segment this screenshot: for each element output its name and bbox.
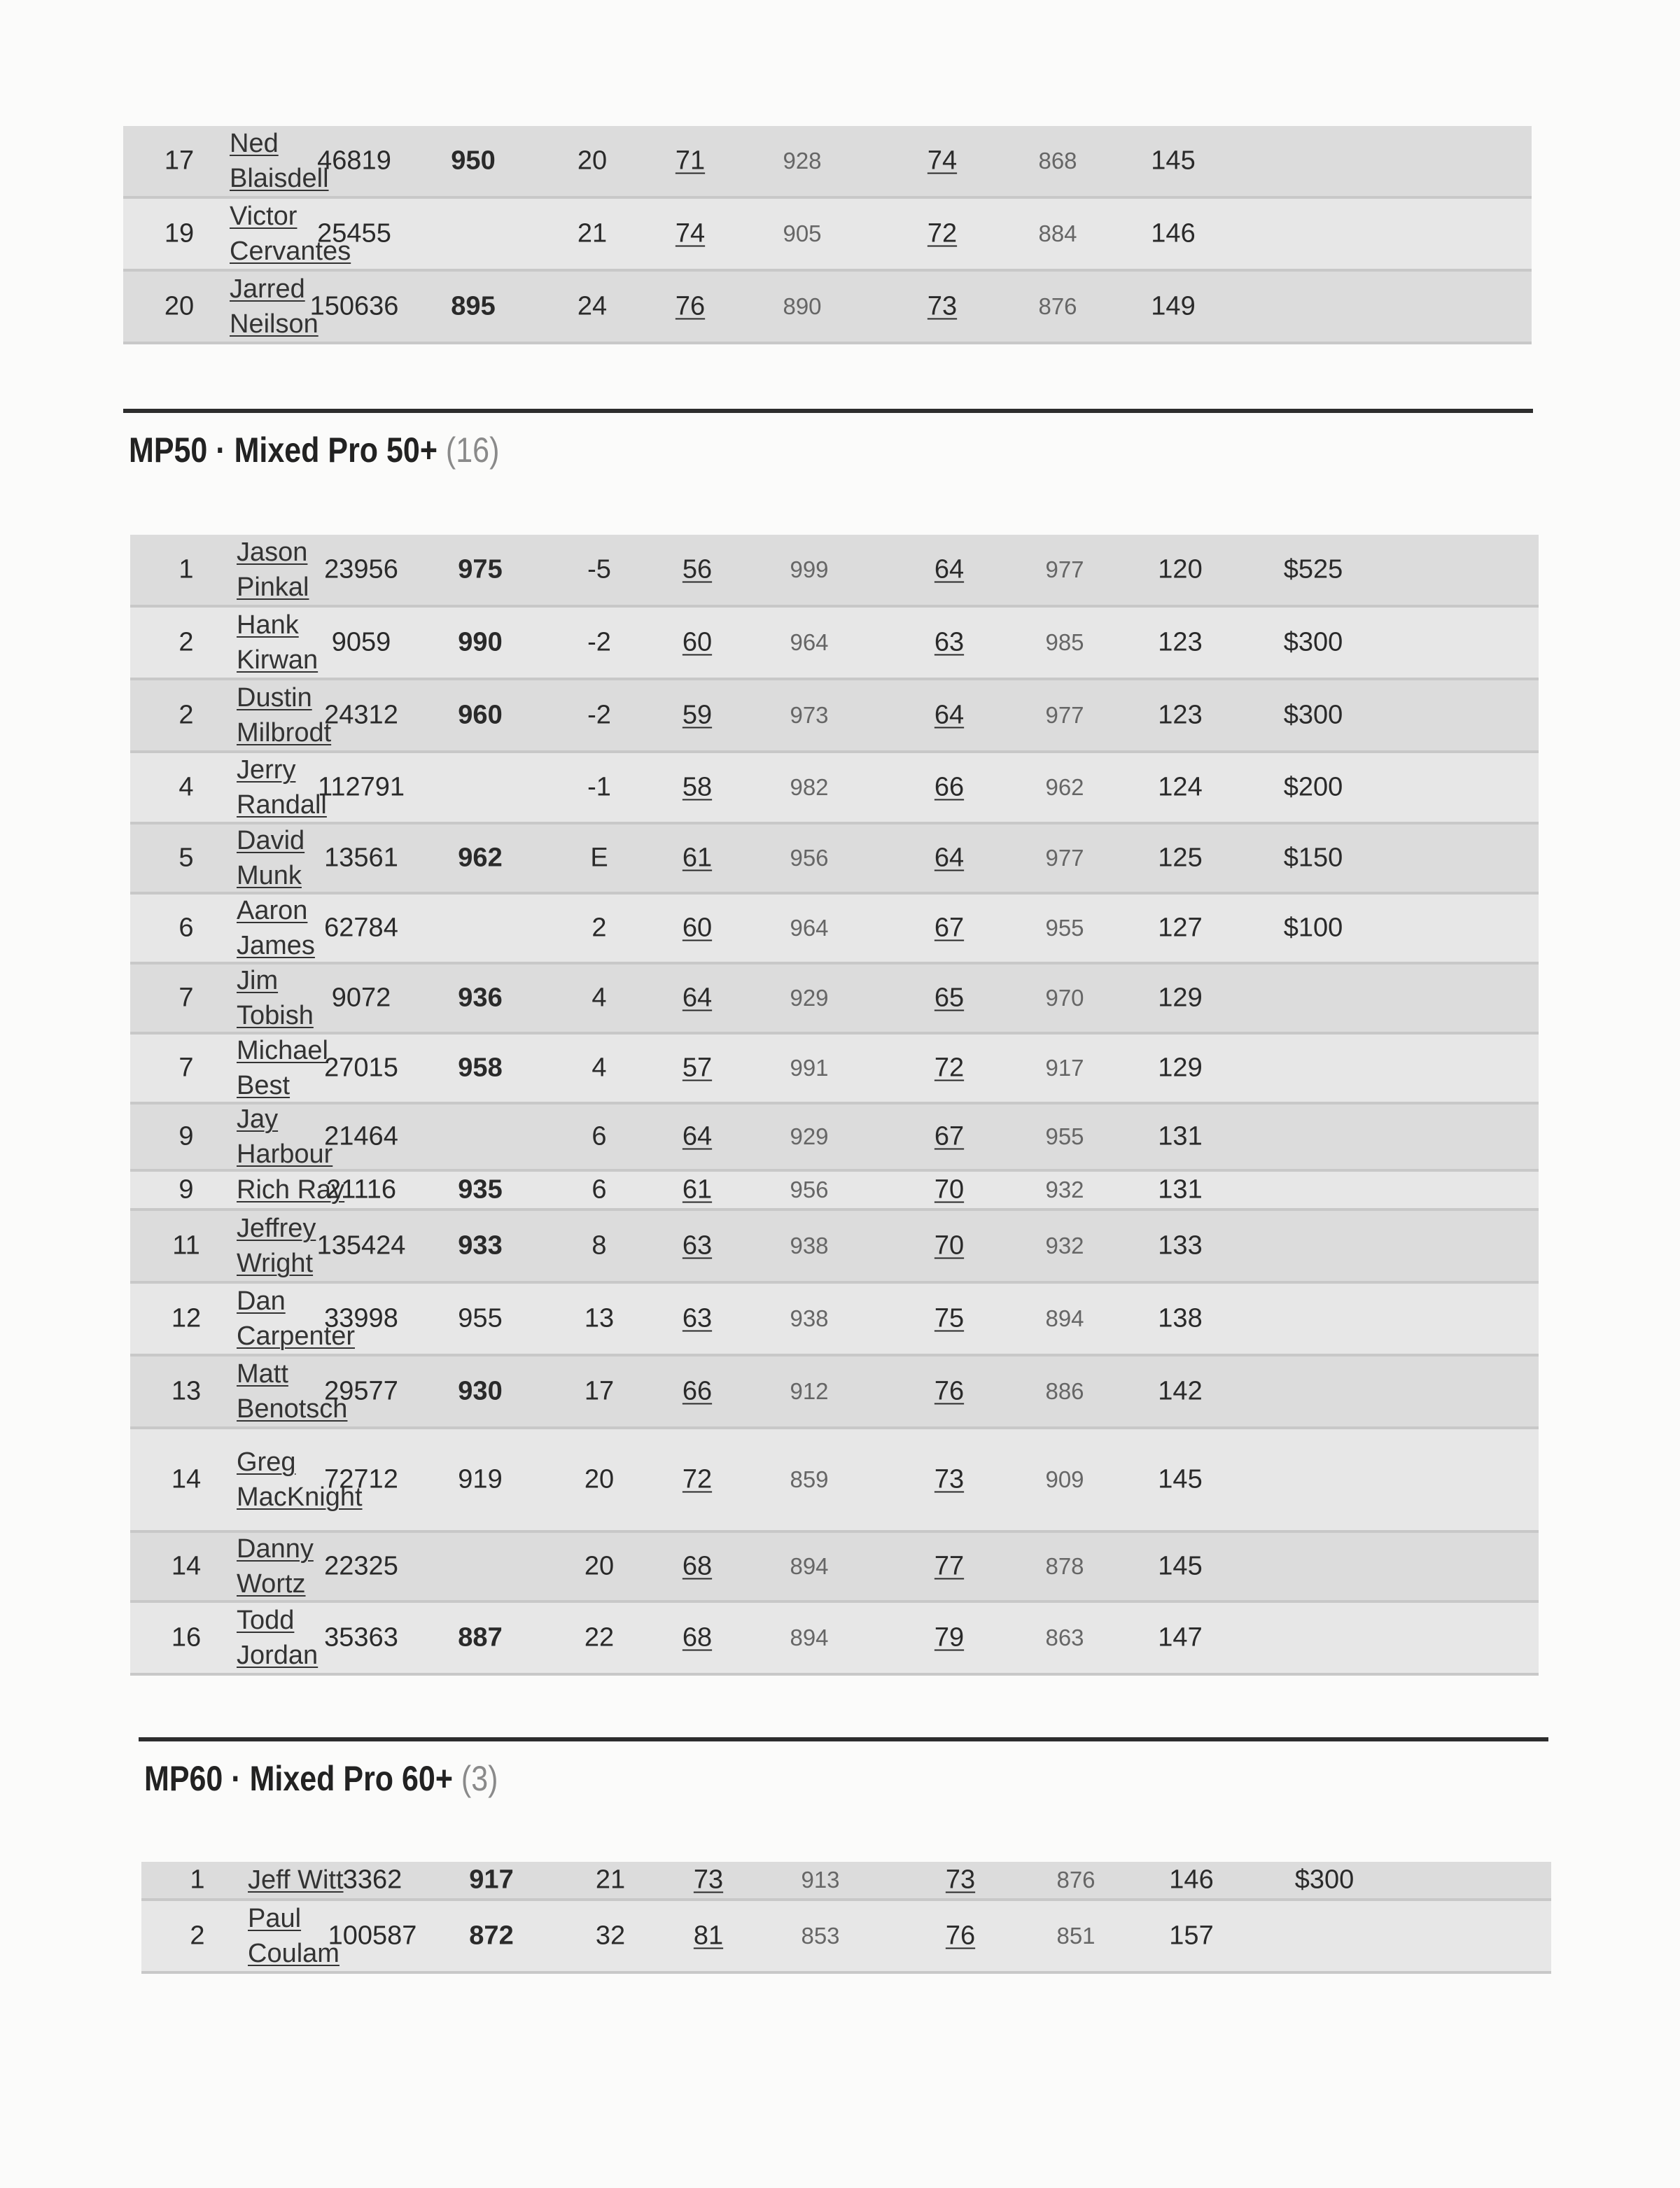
place: 2 [178, 627, 194, 657]
player-name-link[interactable]: Matt Benotsch [237, 1359, 348, 1424]
round-2-rating: 876 [1056, 1867, 1096, 1893]
player-name-link[interactable]: Jarred Neilson [230, 274, 318, 339]
player-name-link[interactable]: Jay Harbour [237, 1104, 333, 1169]
pdga-number: 25455 [317, 218, 391, 248]
par-score: -2 [587, 627, 611, 657]
total-score: 145 [1158, 1551, 1203, 1581]
player-rating: 930 [458, 1376, 503, 1406]
round-1-rating: 894 [790, 1553, 829, 1579]
total-score: 131 [1158, 1174, 1203, 1205]
player-rating: 933 [458, 1230, 503, 1261]
par-score: 32 [595, 1921, 626, 1951]
round-1-rating: 956 [790, 845, 829, 871]
round-2-rating: 863 [1045, 1625, 1084, 1650]
round-1-score-link[interactable]: 68 [682, 1551, 713, 1581]
round-1-score-link[interactable]: 73 [693, 1865, 724, 1895]
prize: $300 [1294, 1865, 1354, 1895]
total-score: 120 [1158, 554, 1203, 584]
round-2-rating: 932 [1045, 1177, 1084, 1202]
total-score: 123 [1158, 700, 1203, 730]
round-2-rating: 977 [1045, 556, 1084, 582]
player-name-link[interactable]: Todd Jordan [237, 1606, 318, 1670]
round-1-score-link[interactable]: 59 [682, 700, 713, 730]
total-score: 124 [1158, 772, 1203, 802]
round-2-score-link[interactable]: 65 [934, 983, 965, 1013]
player-name-link[interactable]: David Munk [237, 826, 305, 890]
pdga-number: 9059 [331, 627, 391, 657]
round-1-score-link[interactable]: 57 [682, 1053, 713, 1083]
prize: $150 [1283, 843, 1343, 873]
place: 4 [178, 772, 194, 802]
round-1-rating: 929 [790, 1123, 829, 1149]
par-score: 6 [592, 1174, 607, 1205]
division-count: (16) [445, 430, 500, 470]
pdga-number: 22325 [324, 1551, 398, 1581]
round-1-rating: 905 [783, 220, 822, 246]
mp50-results-table [130, 535, 1539, 1676]
place: 1 [178, 554, 194, 584]
pdga-number: 112791 [318, 772, 405, 802]
round-1-score-link[interactable]: 68 [682, 1622, 713, 1653]
total-score: 129 [1158, 1053, 1203, 1083]
prize: $300 [1283, 700, 1343, 730]
round-1-score-link[interactable]: 81 [693, 1921, 724, 1951]
player-name-link[interactable]: Jeff Witt [248, 1865, 344, 1895]
round-2-rating: 962 [1045, 774, 1084, 800]
place: 7 [178, 983, 194, 1013]
round-1-rating: 894 [790, 1625, 829, 1650]
table-row [130, 965, 1539, 1035]
total-score: 146 [1151, 218, 1196, 248]
pdga-number: 100587 [328, 1921, 417, 1951]
round-1-rating: 853 [801, 1923, 840, 1949]
player-rating: 919 [458, 1464, 503, 1494]
round-1-rating: 964 [790, 629, 829, 655]
place: 6 [178, 913, 194, 943]
round-2-rating: 970 [1045, 985, 1084, 1011]
table-row [130, 1104, 1539, 1172]
player-name-link[interactable]: Ned Blaisdell [230, 129, 329, 193]
player-name-link[interactable]: Dan Carpenter [237, 1286, 355, 1351]
table-row [130, 608, 1539, 680]
player-rating: 955 [458, 1303, 503, 1333]
round-2-rating: 878 [1045, 1553, 1084, 1579]
player-rating: 960 [458, 700, 503, 730]
player-name-link[interactable]: Victor Cervantes [230, 202, 351, 266]
table-row [130, 1603, 1539, 1676]
total-score: 157 [1169, 1921, 1214, 1951]
section-divider [139, 1737, 1548, 1741]
par-score: 13 [584, 1303, 615, 1333]
round-1-score-link[interactable]: 64 [682, 983, 713, 1013]
pdga-number: 21464 [324, 1121, 398, 1151]
par-score: 4 [592, 1053, 607, 1083]
mp60-results-table [141, 1862, 1551, 1974]
section-divider [123, 409, 1533, 413]
round-2-score-link[interactable]: 76 [934, 1376, 965, 1406]
par-score: 21 [577, 218, 608, 248]
player-name-link[interactable]: Jim Tobish [237, 966, 314, 1030]
place: 14 [171, 1551, 202, 1581]
place: 17 [164, 146, 195, 176]
table-row [130, 825, 1539, 895]
round-2-score-link[interactable]: 72 [934, 1053, 965, 1083]
par-score: 20 [577, 146, 608, 176]
round-2-score-link[interactable]: 75 [934, 1303, 965, 1333]
total-score: 138 [1158, 1303, 1203, 1333]
place: 1 [190, 1865, 205, 1895]
table-row [130, 1284, 1539, 1356]
pdga-number: 23956 [324, 554, 398, 584]
round-1-rating: 929 [790, 985, 829, 1011]
place: 2 [178, 700, 194, 730]
player-rating: 936 [458, 983, 503, 1013]
table-row [123, 272, 1532, 344]
place: 12 [171, 1303, 202, 1333]
division-count: (3) [461, 1759, 498, 1798]
player-rating: 935 [458, 1174, 503, 1205]
prize: $200 [1283, 772, 1343, 802]
round-2-score-link[interactable]: 74 [927, 146, 958, 176]
round-2-rating: 876 [1038, 293, 1077, 319]
table-row [130, 1035, 1539, 1104]
pdga-number: 29577 [324, 1376, 398, 1406]
player-rating: 895 [451, 291, 496, 321]
pdga-number: 3362 [342, 1865, 402, 1895]
pdga-number: 72712 [324, 1464, 398, 1494]
par-score: 22 [584, 1622, 615, 1653]
par-score: 20 [584, 1551, 615, 1581]
table-row [130, 1533, 1539, 1603]
table-row [141, 1901, 1551, 1974]
round-2-score-link[interactable]: 76 [945, 1921, 976, 1951]
place: 11 [172, 1230, 200, 1261]
player-name-link[interactable]: Jason Pinkal [237, 538, 309, 602]
pdga-number: 35363 [324, 1622, 398, 1653]
total-score: 149 [1151, 291, 1196, 321]
par-score: E [590, 843, 608, 873]
place: 9 [178, 1121, 194, 1151]
round-2-rating: 851 [1056, 1923, 1096, 1949]
player-name-link[interactable]: Dustin Milbrodt [237, 683, 332, 748]
player-rating: 958 [458, 1053, 503, 1083]
round-1-score-link[interactable]: 76 [675, 291, 706, 321]
total-score: 146 [1169, 1865, 1214, 1895]
pdga-number: 13561 [324, 843, 398, 873]
round-1-score-link[interactable]: 58 [682, 772, 713, 802]
par-score: 4 [592, 983, 607, 1013]
par-score: 24 [577, 291, 608, 321]
place: 13 [171, 1376, 202, 1406]
round-2-rating: 985 [1045, 629, 1084, 655]
round-1-rating: 991 [790, 1055, 829, 1081]
round-2-rating: 955 [1045, 915, 1084, 941]
round-2-rating: 917 [1045, 1055, 1084, 1081]
table-row [123, 199, 1532, 272]
round-1-score-link[interactable]: 63 [682, 1303, 713, 1333]
player-rating: 975 [458, 554, 503, 584]
round-2-rating: 868 [1038, 148, 1077, 174]
pdga-number: 9072 [331, 983, 391, 1013]
par-score: 8 [592, 1230, 607, 1261]
round-2-rating: 977 [1045, 702, 1084, 728]
player-rating: 962 [458, 843, 503, 873]
round-1-rating: 938 [790, 1305, 829, 1331]
round-1-rating: 912 [790, 1378, 829, 1404]
player-name-link[interactable]: Danny Wortz [237, 1534, 314, 1599]
player-name-link[interactable]: Greg MacKnight [237, 1447, 363, 1512]
round-1-rating: 964 [790, 915, 829, 941]
round-2-rating: 909 [1045, 1466, 1084, 1492]
round-1-rating: 913 [801, 1867, 840, 1893]
place: 14 [171, 1464, 202, 1494]
round-2-score-link[interactable]: 73 [934, 1464, 965, 1494]
total-score: 145 [1151, 146, 1196, 176]
place: 2 [190, 1921, 205, 1951]
top-results-table [123, 126, 1532, 344]
round-1-rating: 859 [790, 1466, 829, 1492]
total-score: 127 [1158, 913, 1203, 943]
player-rating: 950 [451, 146, 496, 176]
round-2-rating: 886 [1045, 1378, 1084, 1404]
round-2-score-link[interactable]: 73 [927, 291, 958, 321]
table-row [130, 680, 1539, 753]
round-1-rating: 890 [783, 293, 822, 319]
round-1-rating: 956 [790, 1177, 829, 1202]
round-1-score-link[interactable]: 74 [675, 218, 706, 248]
total-score: 129 [1158, 983, 1203, 1013]
round-2-score-link[interactable]: 64 [934, 843, 965, 873]
place: 16 [171, 1622, 202, 1653]
pdga-number: 62784 [324, 913, 398, 943]
player-rating: 917 [469, 1865, 514, 1895]
round-1-score-link[interactable]: 61 [682, 843, 713, 873]
table-row [130, 1429, 1539, 1533]
par-score: 20 [584, 1464, 615, 1494]
round-2-score-link[interactable]: 63 [934, 627, 965, 657]
round-1-rating: 982 [790, 774, 829, 800]
round-1-score-link[interactable]: 64 [682, 1121, 713, 1151]
player-name-link[interactable]: Hank Kirwan [237, 610, 318, 675]
round-2-score-link[interactable]: 66 [934, 772, 965, 802]
round-1-score-link[interactable]: 66 [682, 1376, 713, 1406]
round-2-rating: 955 [1045, 1123, 1084, 1149]
round-2-score-link[interactable]: 64 [934, 700, 965, 730]
prize: $300 [1283, 627, 1343, 657]
table-row [141, 1862, 1551, 1901]
par-score: -5 [587, 554, 611, 584]
pdga-number: 46819 [317, 146, 391, 176]
pdga-number: 33998 [324, 1303, 398, 1333]
table-row [130, 753, 1539, 825]
pdga-number: 21116 [326, 1174, 397, 1205]
round-2-score-link[interactable]: 70 [934, 1230, 965, 1261]
player-name-link[interactable]: Paul Coulam [248, 1904, 340, 1968]
pdga-number: 24312 [324, 700, 398, 730]
round-1-rating: 999 [790, 556, 829, 582]
par-score: -2 [587, 700, 611, 730]
round-1-score-link[interactable]: 63 [682, 1230, 713, 1261]
player-rating: 872 [469, 1921, 514, 1951]
round-1-score-link[interactable]: 61 [682, 1174, 713, 1205]
player-name-link[interactable]: Michael Best [237, 1036, 328, 1100]
round-1-score-link[interactable]: 71 [675, 146, 706, 176]
round-2-score-link[interactable]: 73 [945, 1865, 976, 1895]
division-heading-mp60: MP60 · Mixed Pro 60+ (3) [144, 1759, 498, 1798]
pdga-number: 135424 [316, 1230, 406, 1261]
total-score: 142 [1158, 1376, 1203, 1406]
player-name-link[interactable]: Jerry Randall [237, 755, 327, 820]
round-2-rating: 977 [1045, 845, 1084, 871]
total-score: 145 [1158, 1464, 1203, 1494]
round-2-rating: 894 [1045, 1305, 1084, 1331]
round-2-rating: 884 [1038, 220, 1077, 246]
division-heading-mp50: MP50 · Mixed Pro 50+ (16) [129, 430, 500, 470]
round-1-score-link[interactable]: 56 [682, 554, 713, 584]
total-score: 131 [1158, 1121, 1203, 1151]
player-name-link[interactable]: Jeffrey Wright [237, 1214, 316, 1278]
place: 19 [164, 218, 195, 248]
pdga-number: 150636 [309, 291, 399, 321]
prize: $100 [1283, 913, 1343, 943]
par-score: 2 [592, 913, 607, 943]
total-score: 147 [1158, 1622, 1203, 1653]
place: 9 [178, 1174, 194, 1205]
total-score: 125 [1158, 843, 1203, 873]
table-row [130, 1356, 1539, 1429]
round-1-score-link[interactable]: 60 [682, 627, 713, 657]
round-2-score-link[interactable]: 67 [934, 913, 965, 943]
player-rating: 990 [458, 627, 503, 657]
round-2-rating: 932 [1045, 1233, 1084, 1258]
table-row [130, 535, 1539, 608]
total-score: 123 [1158, 627, 1203, 657]
place: 7 [178, 1053, 194, 1083]
pdga-number: 27015 [324, 1053, 398, 1083]
round-2-score-link[interactable]: 70 [934, 1174, 965, 1205]
par-score: 6 [592, 1121, 607, 1151]
player-rating: 887 [458, 1622, 503, 1653]
par-score: 21 [595, 1865, 626, 1895]
player-name-link[interactable]: Aaron James [237, 896, 315, 960]
round-1-score-link[interactable]: 72 [682, 1464, 713, 1494]
round-1-score-link[interactable]: 60 [682, 913, 713, 943]
prize: $525 [1283, 554, 1343, 584]
round-2-score-link[interactable]: 72 [927, 218, 958, 248]
round-1-rating: 973 [790, 702, 829, 728]
player-name-link[interactable]: Rich Ray [237, 1175, 345, 1205]
round-2-score-link[interactable]: 79 [934, 1622, 965, 1653]
round-2-score-link[interactable]: 67 [934, 1121, 965, 1151]
place: 5 [178, 843, 194, 873]
table-row [130, 1172, 1539, 1211]
round-1-rating: 938 [790, 1233, 829, 1258]
par-score: 17 [584, 1376, 615, 1406]
total-score: 133 [1158, 1230, 1203, 1261]
round-2-score-link[interactable]: 77 [934, 1551, 965, 1581]
round-1-rating: 928 [783, 148, 822, 174]
place: 20 [164, 291, 195, 321]
table-row [130, 895, 1539, 965]
table-row [123, 126, 1532, 199]
round-2-score-link[interactable]: 64 [934, 554, 965, 584]
table-row [130, 1211, 1539, 1284]
par-score: -1 [587, 772, 611, 802]
